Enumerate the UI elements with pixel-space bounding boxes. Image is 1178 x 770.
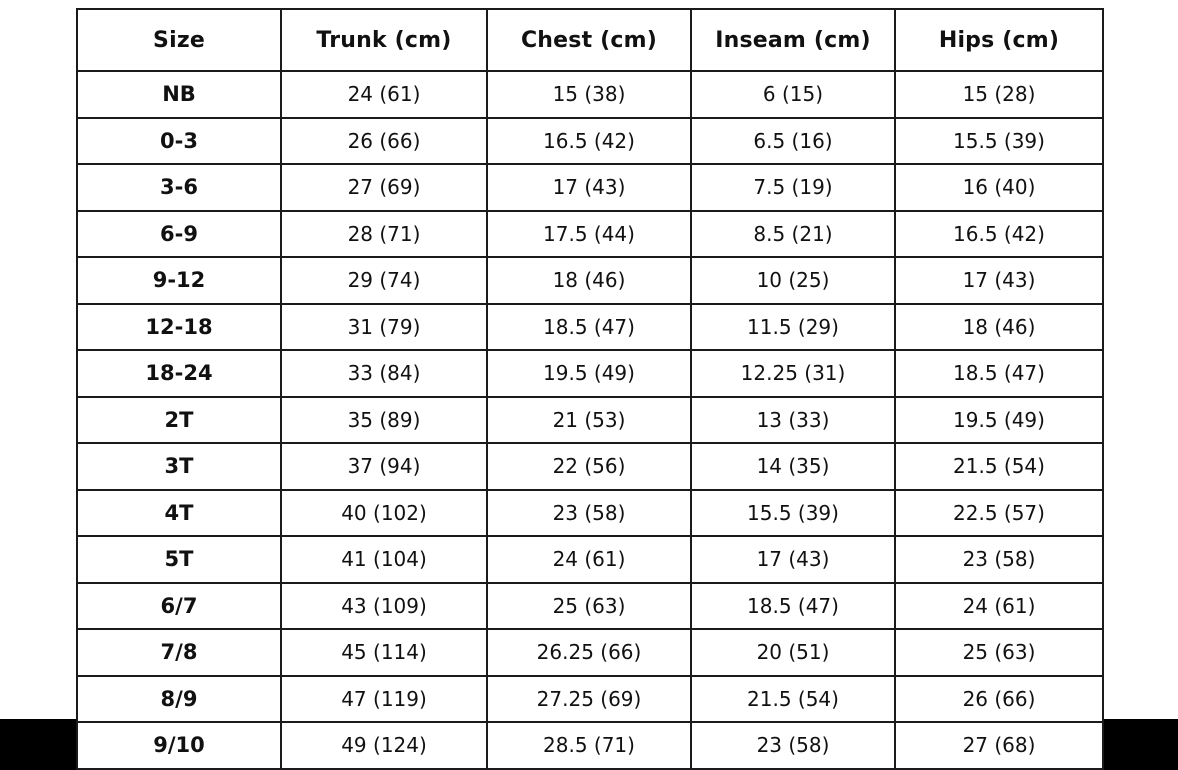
cell-hips: 16 (40) [895,164,1103,211]
cell-size: 8/9 [77,676,281,723]
table-row [77,629,1103,676]
table-row [77,304,1103,351]
cell-inseam: 14 (35) [691,443,895,490]
table-row [77,583,1103,630]
cell-hips: 17 (43) [895,257,1103,304]
cell-chest: 18 (46) [487,257,691,304]
cell-inseam: 23 (58) [691,722,895,769]
cell-chest: 22 (56) [487,443,691,490]
cell-size: 12-18 [77,304,281,351]
cell-chest: 25 (63) [487,583,691,630]
cell-inseam: 17 (43) [691,536,895,583]
cell-trunk: 29 (74) [281,257,487,304]
cell-trunk: 24 (61) [281,71,487,118]
cell-hips: 27 (68) [895,722,1103,769]
cell-size: 2T [77,397,281,444]
cell-chest: 26.25 (66) [487,629,691,676]
table-row [77,536,1103,583]
cell-chest: 16.5 (42) [487,118,691,165]
cell-trunk: 37 (94) [281,443,487,490]
cell-chest: 17.5 (44) [487,211,691,258]
cell-trunk: 41 (104) [281,536,487,583]
column-header-hips: Hips (cm) [895,9,1103,71]
cell-trunk: 31 (79) [281,304,487,351]
cell-size: 4T [77,490,281,537]
cell-trunk: 33 (84) [281,350,487,397]
cell-trunk: 35 (89) [281,397,487,444]
cell-trunk: 47 (119) [281,676,487,723]
table-row [77,443,1103,490]
cell-hips: 15 (28) [895,71,1103,118]
cell-hips: 16.5 (42) [895,211,1103,258]
table-row [77,211,1103,258]
table-row [77,71,1103,118]
cell-chest: 27.25 (69) [487,676,691,723]
cell-inseam: 20 (51) [691,629,895,676]
cell-size: 3-6 [77,164,281,211]
cell-hips: 24 (61) [895,583,1103,630]
cell-size: 0-3 [77,118,281,165]
cell-size: 3T [77,443,281,490]
cell-size: 18-24 [77,350,281,397]
cell-chest: 23 (58) [487,490,691,537]
cell-chest: 28.5 (71) [487,722,691,769]
cell-inseam: 21.5 (54) [691,676,895,723]
cell-chest: 21 (53) [487,397,691,444]
cell-trunk: 28 (71) [281,211,487,258]
cell-hips: 26 (66) [895,676,1103,723]
table-row [77,676,1103,723]
table-header-row [77,9,1103,71]
cell-chest: 19.5 (49) [487,350,691,397]
cell-size: 6/7 [77,583,281,630]
cell-inseam: 18.5 (47) [691,583,895,630]
cell-size: NB [77,71,281,118]
cell-chest: 15 (38) [487,71,691,118]
table-row [77,490,1103,537]
column-header-inseam: Inseam (cm) [691,9,895,71]
table-row [77,350,1103,397]
cell-trunk: 49 (124) [281,722,487,769]
cell-size: 5T [77,536,281,583]
table-row [77,164,1103,211]
cell-chest: 24 (61) [487,536,691,583]
cell-size: 9/10 [77,722,281,769]
cell-hips: 25 (63) [895,629,1103,676]
cell-size: 6-9 [77,211,281,258]
cell-inseam: 7.5 (19) [691,164,895,211]
cell-trunk: 26 (66) [281,118,487,165]
table-header [77,9,1103,71]
cell-hips: 15.5 (39) [895,118,1103,165]
table-body [77,71,1103,769]
cell-inseam: 15.5 (39) [691,490,895,537]
column-header-chest: Chest (cm) [487,9,691,71]
table-row [77,397,1103,444]
cell-trunk: 27 (69) [281,164,487,211]
cell-hips: 18 (46) [895,304,1103,351]
cell-inseam: 8.5 (21) [691,211,895,258]
cell-inseam: 6.5 (16) [691,118,895,165]
cell-inseam: 12.25 (31) [691,350,895,397]
cell-size: 9-12 [77,257,281,304]
table-row [77,257,1103,304]
table-row [77,722,1103,769]
cell-inseam: 13 (33) [691,397,895,444]
cell-inseam: 11.5 (29) [691,304,895,351]
cell-hips: 21.5 (54) [895,443,1103,490]
cell-inseam: 6 (15) [691,71,895,118]
cell-inseam: 10 (25) [691,257,895,304]
cell-trunk: 45 (114) [281,629,487,676]
cell-hips: 22.5 (57) [895,490,1103,537]
size-chart-table [76,8,1104,770]
cell-hips: 19.5 (49) [895,397,1103,444]
cell-chest: 17 (43) [487,164,691,211]
size-chart-container [76,8,1102,758]
column-header-size: Size [77,9,281,71]
cell-hips: 23 (58) [895,536,1103,583]
cell-chest: 18.5 (47) [487,304,691,351]
cell-trunk: 40 (102) [281,490,487,537]
table-row [77,118,1103,165]
cell-hips: 18.5 (47) [895,350,1103,397]
column-header-trunk: Trunk (cm) [281,9,487,71]
cell-trunk: 43 (109) [281,583,487,630]
cell-size: 7/8 [77,629,281,676]
